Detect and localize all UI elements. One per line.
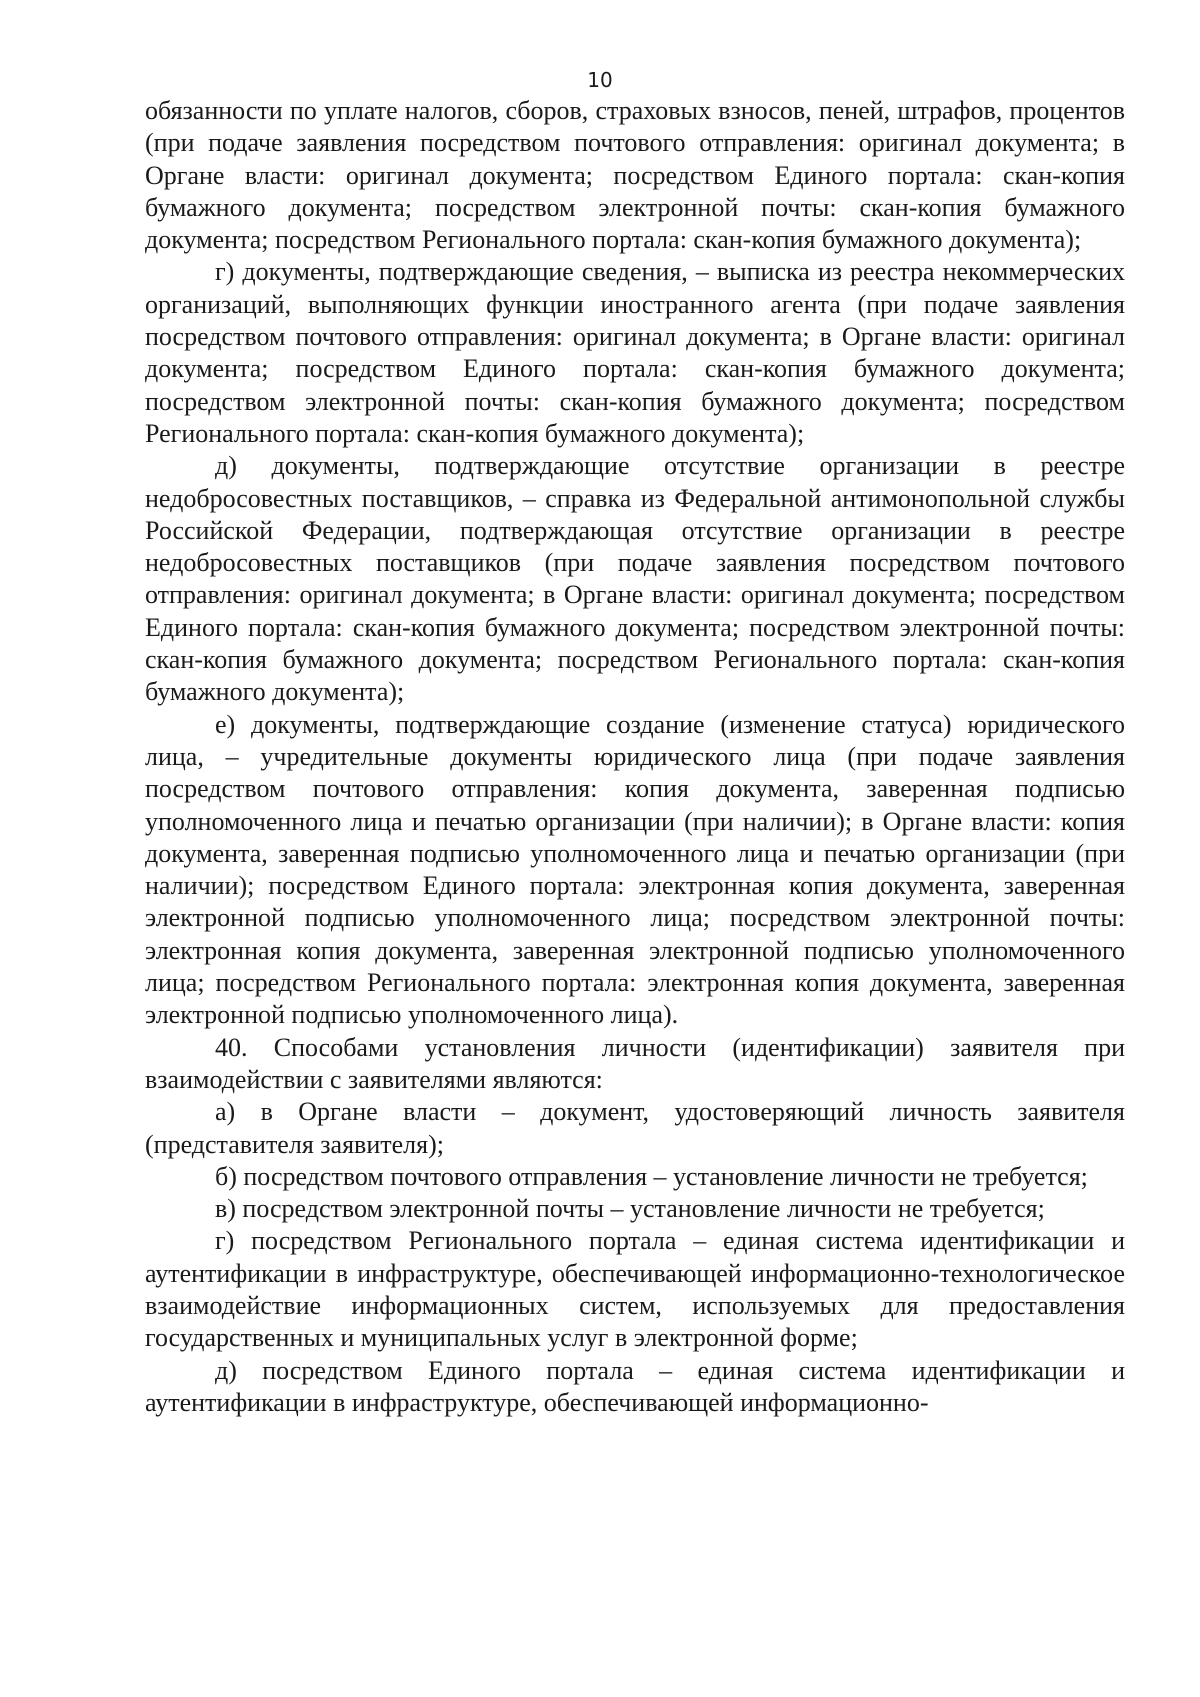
document-body bbox=[145, 95, 1125, 1419]
paragraph-40-b: б) посредством почтового отправления – установление личности не требуется; bbox=[215, 1161, 1088, 1191]
paragraph-40-d: д) посредством Единого портала – единая система идентификации и аутентификации в инфраструктуре, обеспечивающей информационно- bbox=[145, 1355, 1125, 1417]
page-number: 10 bbox=[587, 68, 613, 92]
paragraph-section-40: 40. Способами установления личности (идентификации) заявителя при взаимодействии с заявителями являются: bbox=[145, 1032, 1125, 1094]
paragraph-40-a: а) в Органе власти – документ, удостоверяющий личность заявителя (представителя заявителя); bbox=[145, 1097, 1125, 1159]
paragraph-item-e: е) документы, подтверждающие создание (изменение статуса) юридического лица, – учредительные документы юридического лица (при подаче заявления посредством почтового отправления: копия документа, заверенная подписью уполномоченного лица и печатью организации (при наличии); в Органе власти: копия документа, заверенная подписью уполномоченного лица и печатью организации (при наличии); посредством Единого портала: электронная копия документа, заверенная электронной подписью уполномоченного лица; посредством электронной почты: электронная копия документа, заверенная электронной подписью уполномоченного лица; посредством Регионального портала: электронная копия документа, заверенная электронной подписью уполномоченного лица). bbox=[145, 709, 1125, 1030]
paragraph-40-g: г) посредством Регионального портала – единая система идентификации и аутентификации в инфраструктуре, обеспечивающей информационно-технологическое взаимодействие информационных систем, используемых для предоставления государственных и муниципальных услуг в электронной форме; bbox=[145, 1226, 1125, 1353]
paragraph-item-g: г) документы, подтверждающие сведения, – выписка из реестра некоммерческих организаций, выполняющих функции иностранного агента (при подаче заявления посредством почтового отправления: оригинал документа; в Органе власти: оригинал документа; посредством Единого портала: скан-копия бумажного документа; посредством электронной почты: скан-копия бумажного документа; посредством Регионального портала: скан-копия бумажного документа); bbox=[145, 257, 1125, 448]
paragraph-continuation: обязанности по уплате налогов, сборов, страховых взносов, пеней, штрафов, процентов (при подаче заявления посредством почтового отправления: оригинал документа; в Органе власти: оригинал документа; посредством Единого портала: скан-копия бумажного документа; посредством электронной почты: скан-копия бумажного документа; посредством Регионального портала: скан-копия бумажного документа); bbox=[145, 96, 1125, 255]
paragraph-40-v: в) посредством электронной почты – установление личности не требуется; bbox=[215, 1194, 1045, 1224]
paragraph-item-d: д) документы, подтверждающие отсутствие организации в реестре недобросовестных поставщиков, – справка из Федеральной антимонопольной службы Российской Федерации, подтверждающая отсутствие организации в реестре недобросовестных поставщиков (при подаче заявления посредством почтового отправления: оригинал документа; в Органе власти: оригинал документа; посредством Единого портала: скан-копия бумажного документа; посредством электронной почты: скан-копия бумажного документа; посредством Регионального портала: скан-копия бумажного документа); bbox=[145, 451, 1125, 707]
